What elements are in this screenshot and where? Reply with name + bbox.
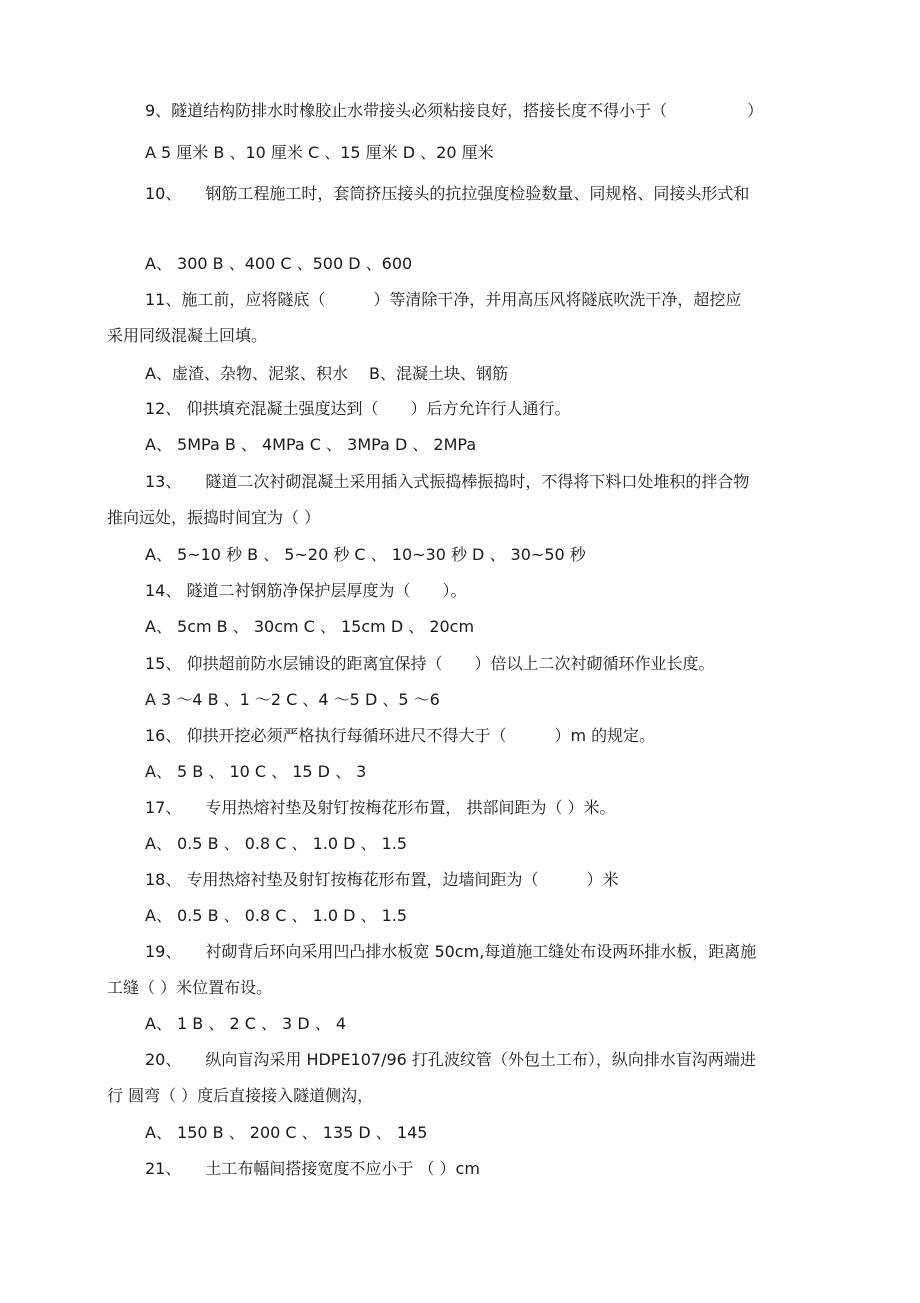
- question-14-options: A、 5cm B 、 30cm C 、 15cm D 、 20cm: [145, 617, 475, 636]
- question-12-options: A、 5MPa B 、 4MPa C 、 3MPa D 、 2MPa: [145, 435, 477, 454]
- question-19-text: 19、 衬砌背后环向采用凹凸排水板宽 50cm,每道施工缝处布设两环排水板，距离施: [145, 942, 757, 961]
- question-17-options: A、 0.5 B 、 0.8 C 、 1.0 D 、 1.5: [145, 834, 408, 853]
- question-19-text-continued: 工缝（ ）米位置布设。: [107, 978, 273, 997]
- question-21-text: 21、 土工布幅间搭接宽度不应小于 （ ）cm: [145, 1159, 480, 1178]
- question-13-text: 13、 隧道二次衬砌混凝土采用插入式振捣棒振捣时，不得将下料口处堆积的拌合物: [145, 472, 750, 491]
- question-15-options: A 3 ～4 B 、1 ～2 C 、4 ～5 D 、5 ～6: [145, 690, 440, 709]
- question-11-text: 11、施工前，应将隧底（ ）等清除干净，并用高压风将隧底吹洗干净，超挖应: [145, 290, 742, 309]
- question-15-text: 15、 仰拱超前防水层铺设的距离宜保持（ ）倍以上二次衬砌循环作业长度。: [145, 654, 715, 673]
- question-16-text: 16、 仰拱开挖必须严格执行每循环进尺不得大于（ ）m 的规定。: [145, 726, 656, 745]
- question-10-text: 10、 钢筋工程施工时，套筒挤压接头的抗拉强度检验数量、同规格、同接头形式和: [145, 184, 750, 203]
- question-11-options: A、虚渣、杂物、泥浆、积水 B、混凝土块、钢筋: [145, 364, 509, 383]
- question-11-text-continued: 采用同级混凝土回填。: [107, 326, 268, 345]
- question-12-text: 12、 仰拱填充混凝土强度达到（ ）后方允许行人通行。: [145, 399, 571, 418]
- question-17-text: 17、 专用热熔衬垫及射钉按梅花形布置， 拱部间距为（ ）米。: [145, 798, 616, 817]
- question-19-options: A、 1 B 、 2 C 、 3 D 、 4: [145, 1014, 346, 1033]
- question-18-text: 18、 专用热熔衬垫及射钉按梅花形布置，边墙间距为（ ）米: [145, 870, 619, 889]
- question-16-options: A、 5 B 、 10 C 、 15 D 、 3: [145, 762, 367, 781]
- question-20-text-continued: 行 圆弯（ ）度后直接接入隧道侧沟，: [107, 1086, 374, 1105]
- question-20-options: A、 150 B 、 200 C 、 135 D 、 145: [145, 1123, 428, 1142]
- question-14-text: 14、 隧道二衬钢筋净保护层厚度为（ ）。: [145, 581, 467, 600]
- question-18-options: A、 0.5 B 、 0.8 C 、 1.0 D 、 1.5: [145, 906, 408, 925]
- question-13-text-continued: 推向远处，振捣时间宜为（ ）: [107, 508, 321, 527]
- question-13-options: A、 5~10 秒 B 、 5~20 秒 C 、 10~30 秒 D 、 30~50 秒: [145, 545, 586, 564]
- question-9-options: A 5 厘米 B 、10 厘米 C 、15 厘米 D 、20 厘米: [145, 143, 494, 162]
- question-9-text: 9、隧道结构防排水时橡胶止水带接头必须粘接良好，搭接长度不得小于（ ）: [145, 101, 764, 120]
- question-20-text: 20、 纵向盲沟采用 HDPE107/96 打孔波纹管（外包土工布），纵向排水盲沟两端进: [145, 1050, 756, 1069]
- question-10-options: A、 300 B 、400 C 、500 D 、600: [145, 254, 413, 273]
